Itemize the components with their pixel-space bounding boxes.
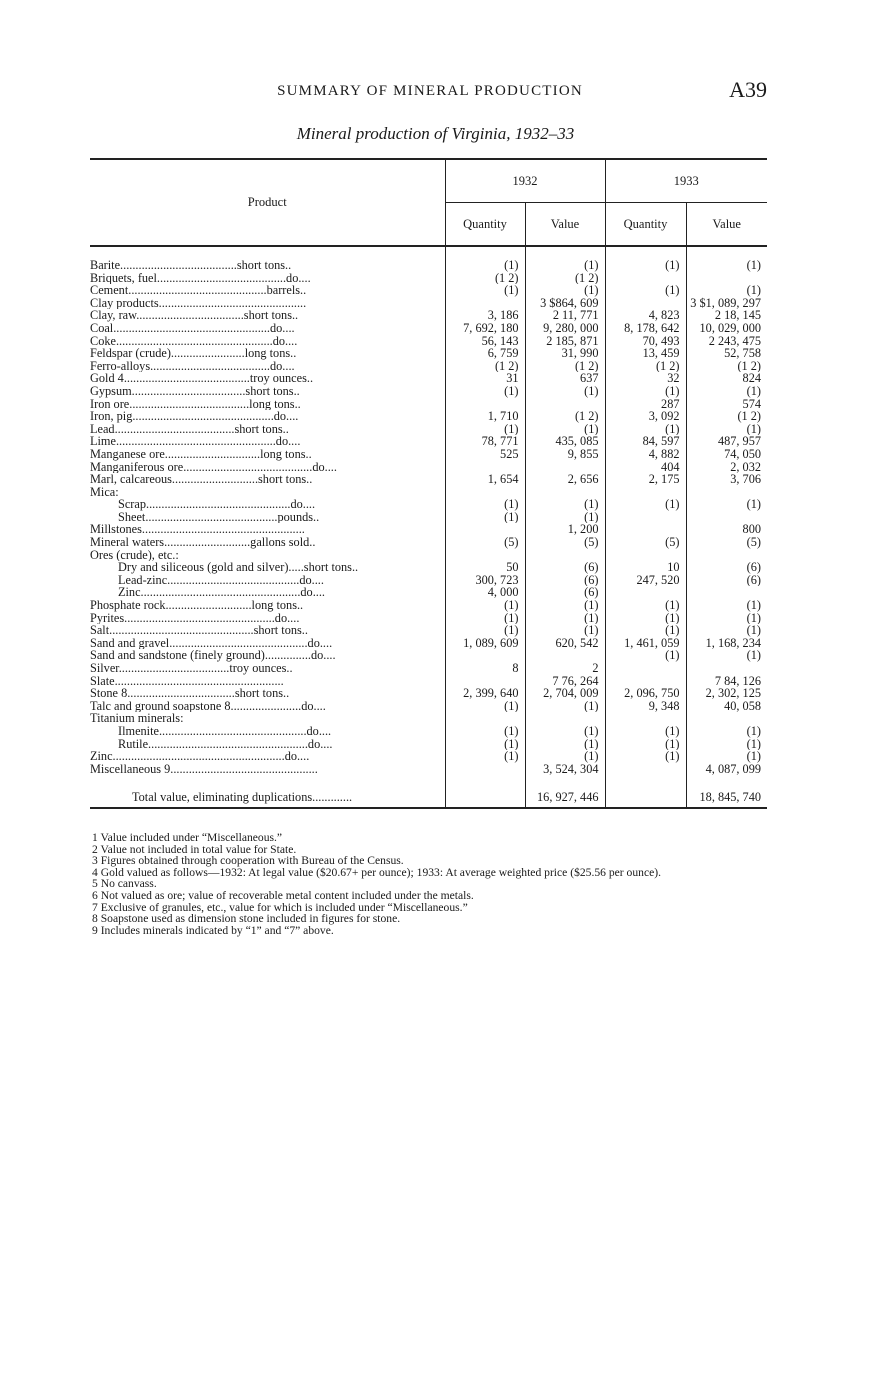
table-row	[90, 662, 767, 675]
footnote: 3 Figures obtained through cooperation with Bureau of the Census.	[92, 854, 404, 868]
table-row	[90, 738, 767, 751]
value-1933-cell: 574	[686, 398, 767, 411]
product-cell: Zinc....................................................do....	[118, 586, 325, 600]
value-1932-cell: 637	[525, 372, 605, 385]
quantity-1932-cell: (1)	[445, 700, 525, 713]
quantity-1933-cell: 247, 520	[605, 574, 686, 587]
table-title: Mineral production of Virginia, 1932–33	[296, 124, 575, 143]
table-row	[90, 574, 767, 587]
quantity-1933-cell: 4, 882	[605, 448, 686, 461]
product-cell: Rutile....................................................do....	[118, 737, 333, 751]
quantity-1933-cell: 8, 178, 642	[605, 322, 686, 335]
product-cell: Iron ore.......................................long tons..	[90, 397, 301, 411]
table-row	[90, 498, 767, 511]
value-1933-cell: (6)	[686, 574, 767, 587]
value-1933-cell: 4, 087, 099	[686, 763, 767, 776]
footnote: 5 No canvass.	[92, 877, 157, 891]
product-cell: Millstones.....................................................	[90, 523, 305, 537]
value-1933-cell: 10, 029, 000	[686, 322, 767, 335]
quantity-1933-cell: (1)	[605, 259, 686, 272]
quantity-1932-cell	[445, 297, 525, 310]
value-1932-cell: 3, 524, 304	[525, 763, 605, 776]
table-row	[90, 750, 767, 763]
product-cell: Sheet...........................................pounds..	[118, 510, 320, 524]
value-1932-cell: 1, 200	[525, 523, 605, 536]
quantity-1932-cell: (1)	[445, 284, 525, 297]
value-1933-cell: 7 84, 126	[686, 675, 767, 688]
value-1932-cell: (1 2)	[525, 272, 605, 285]
footnote: 9 Includes minerals indicated by “1” and “7” above.	[92, 923, 334, 937]
quantity-1932-cell: (5)	[445, 536, 525, 549]
value-1932-cell	[525, 398, 605, 411]
quantity-1932-cell	[445, 763, 525, 776]
product-cell: Sand and sandstone (finely ground)...............do....	[90, 649, 336, 662]
quantity-1932-cell: (1)	[445, 624, 525, 637]
table-row	[90, 461, 767, 474]
quantity-1932-cell	[445, 649, 525, 662]
table-row	[90, 423, 767, 436]
value-1933-cell: (1)	[686, 284, 767, 297]
value-1932-cell: 2 185, 871	[525, 335, 605, 348]
value-1932-cell: (1 2)	[525, 410, 605, 423]
quantity-1933-cell	[605, 297, 686, 310]
product-cell: Coal...................................................do....	[90, 321, 295, 335]
year-1933-header: 1933	[605, 159, 767, 203]
quantity-1933-cell: 70, 493	[605, 335, 686, 348]
total-label: Total value, eliminating duplications.............	[90, 787, 445, 808]
value-1932-cell	[525, 461, 605, 474]
quantity-1932-cell	[445, 675, 525, 688]
value-1932-cell: 2	[525, 662, 605, 675]
table-row	[90, 385, 767, 398]
table-row	[90, 473, 767, 486]
product-cell: Iron, pig..............................................do....	[90, 410, 299, 423]
quantity-1932-cell	[445, 523, 525, 536]
product-cell: Mica:	[90, 485, 119, 499]
value-1932-cell: (1)	[525, 624, 605, 637]
quantity-1933-cell: 1, 461, 059	[605, 637, 686, 650]
value-1933-cell: (5)	[686, 536, 767, 549]
table-row	[90, 763, 767, 776]
table-row	[90, 523, 767, 536]
quantity-1932-cell: 4, 000	[445, 586, 525, 599]
quantity-1933-cell: (1)	[605, 498, 686, 511]
quantity-1933-cell	[605, 763, 686, 776]
quantity-1933-cell	[605, 662, 686, 675]
product-cell: Manganiferous ore..........................................do....	[90, 460, 337, 474]
quantity-1933-cell: (1)	[605, 284, 686, 297]
quantity-1932-cell: 525	[445, 448, 525, 461]
value-1932-cell: (1)	[525, 738, 605, 751]
quantity-1933-cell	[605, 549, 686, 562]
quantity-1933-cell: 2, 175	[605, 473, 686, 486]
table-row	[90, 360, 767, 373]
value-1933-cell: 3, 706	[686, 473, 767, 486]
value-1933-cell: 2, 302, 125	[686, 687, 767, 700]
quantity-1932-cell: (1)	[445, 750, 525, 763]
value-1932-cell	[525, 712, 605, 725]
product-cell: Dry and siliceous (gold and silver).....short tons..	[118, 561, 359, 574]
quantity-1933-cell: (1)	[605, 385, 686, 398]
product-cell: Marl, calcareous............................short tons..	[90, 473, 313, 486]
table-row	[90, 649, 767, 662]
value-1933-cell: (1)	[686, 738, 767, 751]
product-cell: Sand and gravel.............................................do....	[90, 636, 333, 650]
product-cell: Talc and ground soapstone 8.......................do....	[90, 699, 326, 713]
table-row	[90, 561, 767, 574]
value-1933-cell	[686, 586, 767, 599]
quantity-1932-cell: 31	[445, 372, 525, 385]
quantity-1932-cell: (1)	[445, 259, 525, 272]
footnote: 2 Value not included in total value for State.	[92, 842, 297, 856]
table-row	[90, 725, 767, 738]
value-1933-cell: (1)	[686, 423, 767, 436]
quantity-1933-cell: (1)	[605, 423, 686, 436]
value-1932-cell	[525, 486, 605, 499]
value-1933-cell: 52, 758	[686, 347, 767, 360]
quantity-1932-cell: 7, 692, 180	[445, 322, 525, 335]
quantity-1932-cell: 56, 143	[445, 335, 525, 348]
total-value-1933: 18, 845, 740	[686, 787, 767, 808]
value-1933-cell: (1)	[686, 385, 767, 398]
quantity-1933-cell	[605, 586, 686, 599]
quantity-1932-cell: 3, 186	[445, 309, 525, 322]
value-1932-cell: (1)	[525, 511, 605, 524]
value-1933-cell: 2 18, 145	[686, 309, 767, 322]
product-cell: Lead-zinc...........................................do....	[118, 573, 324, 587]
quantity-1933-cell: (1)	[605, 649, 686, 662]
value-1932-cell: 3 $864, 609	[525, 297, 605, 310]
value-1933-cell: (1)	[686, 498, 767, 511]
quantity-1933-cell	[605, 486, 686, 499]
total-row	[90, 787, 767, 808]
quantity-1932-header: Quantity	[445, 203, 525, 247]
footnote: 8 Soapstone used as dimension stone included in figures for stone.	[92, 912, 401, 926]
table-row	[90, 372, 767, 385]
table-row	[90, 549, 767, 562]
quantity-1933-cell: (1)	[605, 738, 686, 751]
value-1932-cell: (1 2)	[525, 360, 605, 373]
value-1932-cell	[525, 649, 605, 662]
product-cell: Lead.......................................short tons..	[90, 422, 289, 436]
product-column-header: Product	[90, 159, 445, 246]
value-1933-cell: 2, 032	[686, 461, 767, 474]
table-row	[90, 687, 767, 700]
value-1932-cell: (1)	[525, 599, 605, 612]
product-cell: Ilmenite................................................do....	[118, 724, 332, 738]
value-1932-cell: (1)	[525, 259, 605, 272]
quantity-1932-cell: 300, 723	[445, 574, 525, 587]
value-1932-header: Value	[525, 203, 605, 247]
value-1933-cell: (1 2)	[686, 410, 767, 423]
quantity-1932-cell	[445, 461, 525, 474]
quantity-1932-cell: (1)	[445, 738, 525, 751]
value-1932-cell: 2, 704, 009	[525, 687, 605, 700]
product-cell: Titanium minerals:	[90, 712, 184, 725]
value-1933-cell: (1)	[686, 725, 767, 738]
value-1933-cell: 487, 957	[686, 435, 767, 448]
quantity-1933-cell: 10	[605, 561, 686, 574]
value-1933-cell: (1)	[686, 624, 767, 637]
table-row	[90, 398, 767, 411]
value-1933-cell	[686, 662, 767, 675]
product-cell: Gold 4.........................................troy ounces..	[90, 372, 314, 385]
product-cell: Barite......................................short tons..	[90, 259, 292, 272]
quantity-1933-cell: 404	[605, 461, 686, 474]
product-cell: Mineral waters............................gallons sold..	[90, 536, 316, 549]
quantity-1933-cell: 2, 096, 750	[605, 687, 686, 700]
value-1932-cell: (5)	[525, 536, 605, 549]
quantity-1933-cell: (1 2)	[605, 360, 686, 373]
value-1933-cell: (1)	[686, 612, 767, 625]
quantity-1933-cell: (1)	[605, 750, 686, 763]
quantity-1933-cell	[605, 675, 686, 688]
quantity-1933-cell: 13, 459	[605, 347, 686, 360]
table-row	[90, 272, 767, 285]
quantity-1932-cell: (1)	[445, 385, 525, 398]
quantity-1933-cell: (1)	[605, 624, 686, 637]
quantity-1932-cell	[445, 398, 525, 411]
value-1932-cell: (1)	[525, 750, 605, 763]
quantity-1932-cell: (1)	[445, 423, 525, 436]
footnote: 1 Value included under “Miscellaneous.”	[92, 831, 283, 844]
table-row	[90, 511, 767, 524]
quantity-1933-cell: 84, 597	[605, 435, 686, 448]
quantity-1932-cell: (1)	[445, 511, 525, 524]
quantity-1932-cell: 1, 089, 609	[445, 637, 525, 650]
product-cell: Ores (crude), etc.:	[90, 548, 179, 562]
quantity-1932-cell: (1)	[445, 612, 525, 625]
quantity-1933-cell: 4, 823	[605, 309, 686, 322]
quantity-1933-cell: (5)	[605, 536, 686, 549]
value-1932-cell: (1)	[525, 700, 605, 713]
table-row	[90, 297, 767, 310]
value-1932-cell: 9, 280, 000	[525, 322, 605, 335]
table-row	[90, 284, 767, 297]
product-cell: Miscellaneous 9................................................	[90, 762, 318, 776]
footnote: 4 Gold valued as follows—1932: At legal value ($20.67+ per ounce); 1933: At average weighted price ($25.56 per ounce).	[92, 865, 661, 879]
mineral-production-table	[90, 158, 767, 809]
value-1932-cell: (1)	[525, 423, 605, 436]
value-1933-cell: (1)	[686, 599, 767, 612]
quantity-1932-cell: (1)	[445, 725, 525, 738]
value-1933-cell: 824	[686, 372, 767, 385]
quantity-1932-cell	[445, 712, 525, 725]
product-cell: Stone 8...................................short tons..	[90, 687, 290, 700]
table-row	[90, 309, 767, 322]
quantity-1932-cell: (1)	[445, 498, 525, 511]
quantity-1932-cell: (1 2)	[445, 272, 525, 285]
value-1933-cell: (1 2)	[686, 360, 767, 373]
product-cell: Clay products................................................	[90, 296, 307, 310]
product-cell: Lime....................................................do....	[90, 435, 301, 448]
footnote: 6 Not valued as ore; value of recoverable metal content included under the metals.	[92, 888, 474, 902]
product-cell: Slate.......................................................	[90, 674, 284, 688]
table-row	[90, 486, 767, 499]
product-cell: Clay, raw...................................short tons..	[90, 309, 299, 322]
table-row	[90, 536, 767, 549]
value-1932-cell: (1)	[525, 385, 605, 398]
table-row	[90, 259, 767, 272]
product-cell: Coke...................................................do....	[90, 334, 298, 348]
table-row	[90, 599, 767, 612]
quantity-1933-cell: 9, 348	[605, 700, 686, 713]
quantity-1932-cell: 78, 771	[445, 435, 525, 448]
running-head	[0, 77, 871, 105]
total-value-1932: 16, 927, 446	[525, 787, 605, 808]
value-1932-cell: 9, 855	[525, 448, 605, 461]
table-row	[90, 335, 767, 348]
value-1933-cell	[686, 549, 767, 562]
value-1932-cell: (1)	[525, 725, 605, 738]
quantity-1932-cell: 1, 710	[445, 410, 525, 423]
quantity-1933-cell: (1)	[605, 725, 686, 738]
quantity-1933-cell: (1)	[605, 599, 686, 612]
value-1932-cell: 2, 656	[525, 473, 605, 486]
quantity-1932-cell: 8	[445, 662, 525, 675]
product-cell: Feldspar (crude)........................long tons..	[90, 347, 297, 360]
footnotes	[92, 832, 772, 936]
value-1933-cell: 3 $1, 089, 297	[686, 297, 767, 310]
table-row	[90, 410, 767, 423]
value-1933-cell: (6)	[686, 561, 767, 574]
table-row	[90, 435, 767, 448]
quantity-1932-cell	[445, 549, 525, 562]
quantity-1932-cell: 50	[445, 561, 525, 574]
quantity-1933-cell	[605, 523, 686, 536]
product-cell: Cement.............................................barrels..	[90, 284, 307, 297]
quantity-1932-cell: 2, 399, 640	[445, 687, 525, 700]
table-row	[90, 612, 767, 625]
product-cell: Briquets, fuel..........................................do....	[90, 271, 311, 285]
footnote: 7 Exclusive of granules, etc., value for which is included under “Miscellaneous.”	[92, 900, 468, 914]
value-1933-cell: 800	[686, 523, 767, 536]
value-1932-cell: 435, 085	[525, 435, 605, 448]
running-title: SUMMARY OF MINERAL PRODUCTION	[277, 83, 583, 99]
table-row	[90, 448, 767, 461]
quantity-1933-cell	[605, 712, 686, 725]
table-row	[90, 347, 767, 360]
value-1933-header: Value	[686, 203, 767, 247]
value-1932-cell: (1)	[525, 612, 605, 625]
table-row	[90, 637, 767, 650]
quantity-1932-cell: (1 2)	[445, 360, 525, 373]
product-cell: Silver....................................troy ounces..	[90, 662, 293, 675]
table-row	[90, 586, 767, 599]
value-1932-cell: (1)	[525, 284, 605, 297]
value-1932-cell	[525, 549, 605, 562]
value-1933-cell: 2 243, 475	[686, 335, 767, 348]
value-1933-cell: (1)	[686, 750, 767, 763]
quantity-1932-cell: 6, 759	[445, 347, 525, 360]
value-1933-cell: (1)	[686, 259, 767, 272]
product-cell: Pyrites.................................................do....	[90, 611, 300, 625]
value-1932-cell: (1)	[525, 498, 605, 511]
value-1933-cell	[686, 511, 767, 524]
value-1933-cell: 74, 050	[686, 448, 767, 461]
quantity-1933-cell	[605, 511, 686, 524]
quantity-1933-cell: (1)	[605, 612, 686, 625]
value-1933-cell	[686, 486, 767, 499]
value-1933-cell	[686, 272, 767, 285]
product-cell: Zinc........................................................do....	[90, 750, 310, 763]
year-1932-header: 1932	[445, 159, 605, 203]
table-row	[90, 675, 767, 688]
product-cell: Scrap...............................................do....	[118, 498, 316, 511]
value-1933-cell: (1)	[686, 649, 767, 662]
quantity-1933-cell: 3, 092	[605, 410, 686, 423]
table-row	[90, 624, 767, 637]
quantity-1932-cell	[445, 486, 525, 499]
product-cell: Gypsum.....................................short tons..	[90, 384, 300, 398]
value-1932-cell: 31, 990	[525, 347, 605, 360]
table-header-row	[90, 159, 767, 203]
product-cell: Manganese ore...............................long tons..	[90, 447, 312, 461]
page-number: A39	[729, 77, 767, 102]
value-1932-cell: (6)	[525, 574, 605, 587]
table-row	[90, 712, 767, 725]
product-cell: Salt...............................................short tons..	[90, 624, 308, 637]
value-1932-cell: (6)	[525, 586, 605, 599]
value-1932-cell: 2 11, 771	[525, 309, 605, 322]
product-cell: Ferro-alloys.......................................do....	[90, 359, 295, 373]
table-body	[90, 246, 767, 787]
product-cell: Phosphate rock............................long tons..	[90, 599, 304, 612]
table-row	[90, 322, 767, 335]
table-row	[90, 700, 767, 713]
quantity-1932-cell: (1)	[445, 599, 525, 612]
quantity-1933-cell	[605, 272, 686, 285]
quantity-1932-cell: 1, 654	[445, 473, 525, 486]
value-1932-cell: (6)	[525, 561, 605, 574]
value-1933-cell	[686, 712, 767, 725]
total-quantity-1932	[445, 787, 525, 808]
value-1932-cell: 7 76, 264	[525, 675, 605, 688]
value-1932-cell: 620, 542	[525, 637, 605, 650]
quantity-1933-cell: 32	[605, 372, 686, 385]
total-quantity-1933	[605, 787, 686, 808]
value-1933-cell: 1, 168, 234	[686, 637, 767, 650]
quantity-1933-header: Quantity	[605, 203, 686, 247]
value-1933-cell: 40, 058	[686, 700, 767, 713]
quantity-1933-cell: 287	[605, 398, 686, 411]
